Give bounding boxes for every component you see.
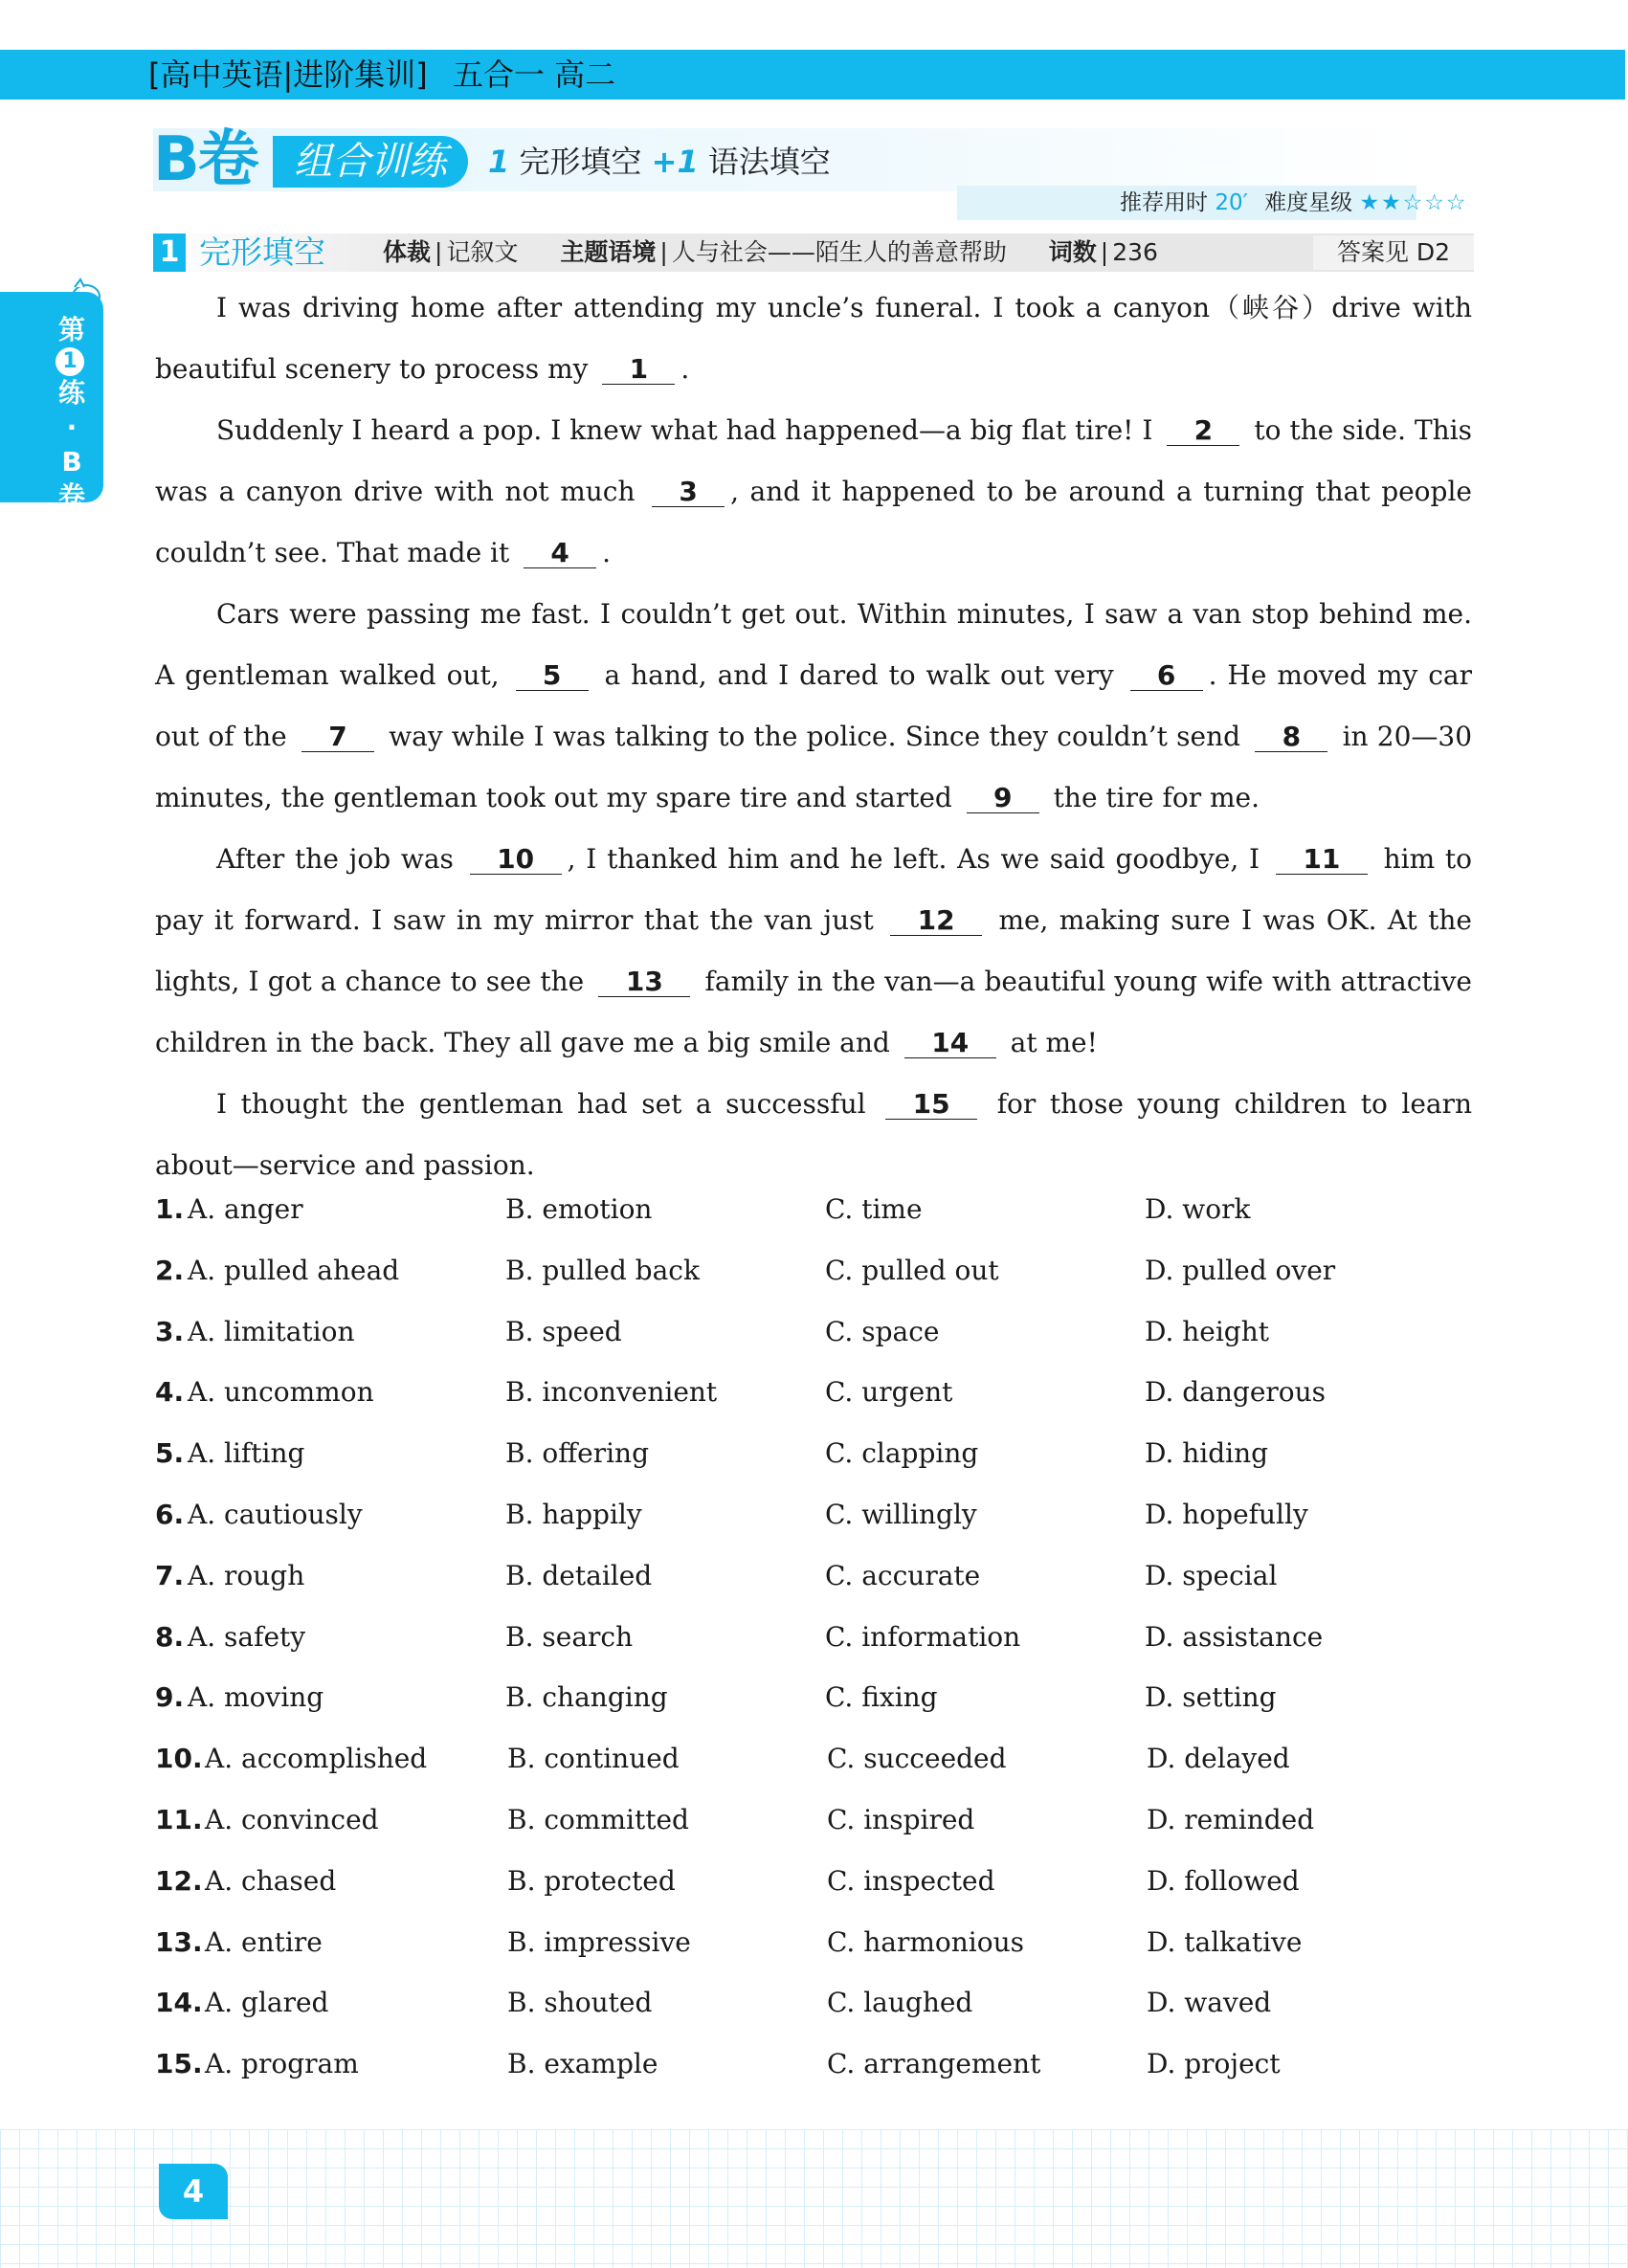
option-b[interactable]: B. example: [507, 2048, 658, 2080]
passage-text: Cars were passing me fast. I couldn’t get out. Within minutes, I saw a van stop behind me. A gentleman walked out,: [155, 598, 1472, 691]
options-list: [155, 1190, 1495, 2106]
sub-text2: 语法填空: [707, 144, 831, 180]
passage-text: , and it happened to be around a turning that people couldn’t see. That made it: [155, 476, 1472, 568]
theme-label: 主题语境: [560, 238, 657, 266]
option-b[interactable]: B. impressive: [507, 1925, 691, 1958]
question-number: 11.: [155, 1803, 203, 1835]
sub-text1: 完形填空: [519, 144, 642, 180]
passage-paragraph: [155, 1074, 1472, 1196]
option-d[interactable]: D. followed: [1147, 1864, 1300, 1897]
question-number: 14.: [155, 1987, 203, 2019]
option-d[interactable]: D. hopefully: [1145, 1498, 1308, 1530]
side-tab-line2: 练: [57, 377, 85, 409]
option-row: [155, 1434, 1495, 1496]
blank-7: 7: [301, 723, 374, 752]
option-d[interactable]: D. project: [1147, 2048, 1281, 2080]
reco-label: 推荐用时: [1120, 190, 1208, 215]
words-value: 236: [1112, 238, 1158, 266]
section-b-subtitle: [488, 140, 831, 184]
side-tab-dot: ·: [66, 411, 78, 443]
option-a[interactable]: A. uncommon: [188, 1376, 374, 1409]
option-c[interactable]: C. information: [825, 1620, 1021, 1653]
option-d[interactable]: D. hiding: [1145, 1437, 1269, 1470]
footer-grid: [0, 2129, 1628, 2268]
question-number: 8.: [155, 1620, 185, 1653]
option-b[interactable]: B. inconvenient: [505, 1376, 718, 1409]
passage-text: After the job was: [216, 843, 454, 875]
blank-10: 10: [470, 845, 562, 875]
option-d[interactable]: D. assistance: [1145, 1620, 1324, 1653]
option-a[interactable]: A. anger: [188, 1193, 303, 1225]
passage-paragraph: [155, 829, 1472, 1074]
question-number: 15.: [155, 2048, 203, 2080]
option-b[interactable]: B. happily: [505, 1498, 642, 1530]
option-c[interactable]: C. laughed: [827, 1987, 973, 2019]
option-c[interactable]: C. arrangement: [827, 2048, 1041, 2080]
option-a[interactable]: A. convinced: [205, 1803, 379, 1835]
section-b-pill: 组合训练: [273, 136, 468, 188]
option-b[interactable]: B. continued: [507, 1743, 680, 1775]
option-b[interactable]: B. speed: [505, 1315, 622, 1347]
section1-title: 完形填空: [199, 233, 325, 271]
option-b[interactable]: B. offering: [505, 1437, 649, 1470]
option-d[interactable]: D. dangerous: [1145, 1376, 1327, 1409]
question-number: 4.: [155, 1376, 185, 1409]
option-b[interactable]: B. pulled back: [505, 1254, 700, 1286]
option-b[interactable]: B. shouted: [507, 1987, 653, 2019]
passage-text: a hand, and I dared to walk out very: [604, 659, 1114, 691]
option-d[interactable]: D. reminded: [1147, 1803, 1315, 1835]
side-tab-line1: 第: [57, 314, 85, 345]
question-number: 9.: [155, 1681, 185, 1714]
answer-reference: 答案见 D2: [1313, 235, 1474, 270]
option-row: [155, 1496, 1495, 1557]
passage-paragraph: [155, 278, 1472, 400]
blank-15: 15: [885, 1090, 977, 1120]
option-b[interactable]: B. changing: [505, 1681, 668, 1714]
series-right-bracket: ]: [415, 56, 428, 93]
blank-9: 9: [967, 784, 1039, 813]
option-a[interactable]: A. lifting: [188, 1437, 305, 1470]
passage-text: Suddenly I heard a pop. I knew what had happened—a big flat tire! I: [216, 414, 1153, 446]
option-row: [155, 1740, 1495, 1801]
words-label: 词数: [1048, 238, 1097, 266]
option-d[interactable]: D. special: [1145, 1559, 1278, 1591]
option-d[interactable]: D. waved: [1147, 1987, 1272, 2019]
series-left-bracket: [: [148, 56, 161, 93]
option-b[interactable]: B. committed: [507, 1803, 689, 1835]
question-number: 12.: [155, 1864, 203, 1897]
section1-meta: 体裁 | 记叙文 主题语境 | 人与社会——陌生人的善意帮助 词数 | 236: [383, 238, 1158, 266]
option-row: [155, 1984, 1495, 2045]
passage-paragraph: [155, 400, 1472, 584]
blank-4: 4: [524, 539, 596, 568]
option-row: [155, 1373, 1495, 1434]
option-a[interactable]: A. chased: [205, 1864, 337, 1897]
option-row: [155, 1313, 1495, 1374]
option-a[interactable]: A. program: [205, 2048, 359, 2080]
option-c[interactable]: C. time: [825, 1193, 923, 1225]
blank-14: 14: [904, 1029, 996, 1058]
option-c[interactable]: C. accurate: [825, 1559, 981, 1591]
option-a[interactable]: A. safety: [188, 1620, 306, 1653]
series-divider: |: [282, 56, 294, 93]
option-d[interactable]: D. height: [1145, 1315, 1270, 1347]
header-bar: [0, 50, 1625, 100]
series-part1: 高中英语: [160, 56, 283, 93]
option-row: [155, 1862, 1495, 1923]
question-number: 2.: [155, 1254, 185, 1286]
option-c[interactable]: C. succeeded: [827, 1743, 1007, 1775]
genre-value: 记叙文: [446, 238, 519, 266]
option-c[interactable]: C. inspired: [827, 1803, 975, 1835]
passage-text: at me!: [1010, 1027, 1098, 1058]
page-number: 4: [159, 2164, 228, 2219]
passage-text: .: [602, 537, 612, 568]
option-b[interactable]: B. emotion: [505, 1193, 653, 1225]
sub-num2: 1: [677, 144, 699, 180]
blank-12: 12: [890, 906, 982, 936]
option-c[interactable]: C. willingly: [825, 1498, 977, 1530]
passage-text: way while I was talking to the police. Since they couldn’t send: [389, 721, 1241, 752]
blank-2: 2: [1167, 416, 1239, 446]
question-number: 6.: [155, 1498, 185, 1530]
option-c[interactable]: C. inspected: [827, 1864, 995, 1897]
option-d[interactable]: D. setting: [1145, 1681, 1277, 1714]
option-row: [155, 1190, 1495, 1252]
genre-label: 体裁: [383, 238, 432, 266]
passage-text: me, making sure I was OK. At the lights, I got a chance to see the: [155, 904, 1472, 997]
option-row: [155, 1252, 1495, 1313]
option-a[interactable]: A. rough: [188, 1559, 305, 1591]
option-d[interactable]: D. work: [1145, 1193, 1251, 1225]
option-a[interactable]: A. entire: [205, 1925, 323, 1958]
question-number: 10.: [155, 1743, 203, 1775]
option-b[interactable]: B. protected: [507, 1864, 676, 1897]
passage-text: .: [680, 353, 690, 385]
blank-5: 5: [516, 661, 589, 691]
blank-11: 11: [1276, 845, 1368, 875]
question-number: 1.: [155, 1193, 185, 1225]
option-row: [155, 1679, 1495, 1740]
side-tab-line3: B: [61, 446, 82, 478]
option-row: [155, 1618, 1495, 1679]
passage-text: I was driving home after attending my uncle’s funeral. I took a canyon（峡谷）drive with beautiful scenery to process my: [155, 292, 1472, 385]
section-b-label: B卷: [153, 124, 257, 195]
question-number: 7.: [155, 1559, 185, 1591]
option-a[interactable]: A. cautiously: [188, 1498, 363, 1530]
blank-13: 13: [598, 967, 690, 997]
option-a[interactable]: A. moving: [188, 1681, 324, 1714]
question-number: 13.: [155, 1925, 203, 1958]
blank-8: 8: [1255, 723, 1327, 752]
question-number: 5.: [155, 1437, 185, 1470]
option-a[interactable]: A. limitation: [188, 1315, 355, 1347]
difficulty-label: 难度星级: [1264, 190, 1353, 215]
question-number: 3.: [155, 1315, 185, 1347]
passage-text: , I thanked him and he left. As we said goodbye, I: [567, 843, 1260, 875]
option-b[interactable]: B. search: [505, 1620, 634, 1653]
blank-6: 6: [1130, 661, 1203, 691]
option-row: [155, 1801, 1495, 1862]
passage-text: him to pay it forward. I saw in my mirror that the van just: [155, 843, 1472, 936]
option-b[interactable]: B. detailed: [505, 1559, 653, 1591]
option-c[interactable]: C. fixing: [825, 1681, 938, 1714]
option-d[interactable]: D. delayed: [1147, 1743, 1290, 1775]
passage-text: in 20—30 minutes, the gentleman took out my spare tire and started: [155, 721, 1473, 813]
option-c[interactable]: C. harmonious: [827, 1925, 1024, 1958]
option-row: [155, 2045, 1495, 2106]
option-c[interactable]: C. clapping: [825, 1437, 979, 1470]
side-tab-number: 1: [56, 347, 84, 376]
option-d[interactable]: D. talkative: [1147, 1925, 1303, 1958]
sub-num1: 1: [488, 144, 510, 180]
series-part2: 进阶集训: [293, 56, 416, 93]
passage-text: for those young children to learn about—service and passion.: [155, 1088, 1473, 1181]
passage-text: I thought the gentleman had set a successful: [216, 1088, 866, 1120]
option-d[interactable]: D. pulled over: [1145, 1254, 1336, 1286]
sub-plus: +: [651, 144, 678, 180]
section1-number: 1: [153, 233, 186, 272]
blank-3: 3: [652, 478, 725, 507]
blank-1: 1: [602, 355, 675, 385]
passage-paragraph: [155, 584, 1472, 829]
side-tab-text: [56, 313, 88, 514]
reco-time: 20′: [1215, 190, 1248, 215]
side-tab: [0, 292, 103, 512]
passage-text: the tire for me.: [1053, 782, 1260, 813]
option-c[interactable]: C. space: [825, 1315, 940, 1347]
series-tail: 五合一 高二: [452, 56, 616, 93]
recommendation-bar: [957, 186, 1468, 220]
passage-text: family in the van—a beautiful young wife with attractive children in the back. They all gave me a big smile and: [155, 966, 1473, 1058]
side-tab-line4: 卷: [57, 480, 85, 512]
cloze-passage: [155, 278, 1472, 1196]
theme-value: 人与社会——陌生人的善意帮助: [671, 238, 1007, 266]
option-row: [155, 1923, 1495, 1985]
section-b-title: [153, 124, 1468, 222]
series-title: [148, 55, 615, 95]
option-c[interactable]: C. urgent: [825, 1376, 953, 1409]
difficulty-stars: ★★☆☆☆: [1359, 190, 1468, 215]
option-a[interactable]: A. pulled ahead: [188, 1254, 400, 1286]
option-a[interactable]: A. glared: [205, 1987, 329, 2019]
passage-text: . He moved my car out of the: [155, 659, 1473, 752]
option-a[interactable]: A. accomplished: [205, 1743, 428, 1775]
option-row: [155, 1557, 1495, 1618]
option-c[interactable]: C. pulled out: [825, 1254, 999, 1286]
passage-text: to the side. This was a canyon drive with not much: [155, 414, 1472, 507]
